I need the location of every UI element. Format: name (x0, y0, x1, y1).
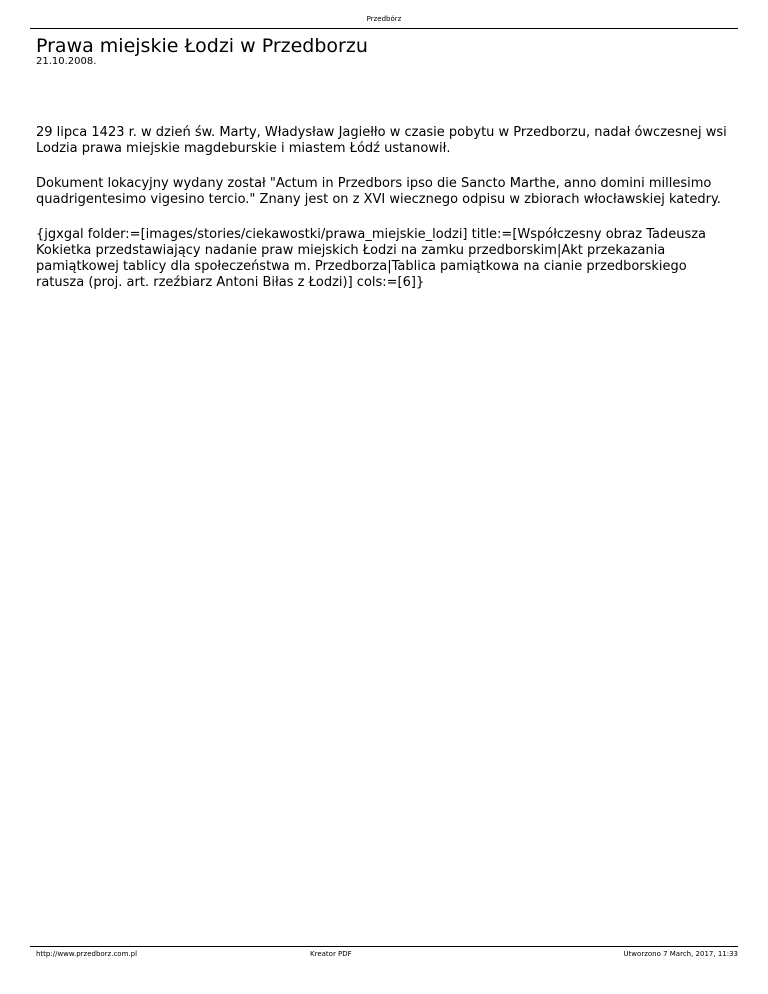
footer-url[interactable]: http://www.przedborz.com.pl (36, 950, 138, 958)
footer-created-date: Utworzono 7 March, 2017, 11:33 (623, 950, 738, 958)
article-paragraph: Dokument lokacyjny wydany został "Actum in Przedbors ipso die Sancto Marthe, anno domini millesimo quadrigentesimo vigesino tercio." Znany jest on z XVI wiecznego odpisu w zbiorach włocławskiej katedry. (36, 176, 721, 207)
footer-generator: Kreator PDF (310, 950, 352, 958)
article-title: Prawa miejskie Łodzi w Przedborzu (36, 35, 368, 57)
article-paragraph: {jgxgal folder:=[images/stories/ciekawostki/prawa_miejskie_lodzi] title:=[Współczesny obraz Tadeusza Kokietka przedstawiający nadanie praw miejskich Łodzi na zamku przedborskim|Akt przekazania pamiątkowej tablicy dla społeczeństwa m. Przedborza|Tablica pamiątkowa na cianie przedborskiego ratusza (proj. art. rzeźbiarz Antoni Biłas z Łodzi)] cols:=[6]} (36, 227, 707, 290)
article-paragraph: 29 lipca 1423 r. w dzień św. Marty, Władysław Jagiełło w czasie pobytu w Przedborzu, nadał ówczesnej wsi Lodzia prawa miejskie magdeburskie i miastem Łódź ustanowił. (36, 125, 727, 156)
page-footer (30, 946, 738, 967)
page-header (30, 0, 738, 29)
article-body (36, 125, 736, 310)
article-date: 21.10.2008. (36, 56, 97, 67)
site-title: Przedbórz (366, 15, 402, 23)
